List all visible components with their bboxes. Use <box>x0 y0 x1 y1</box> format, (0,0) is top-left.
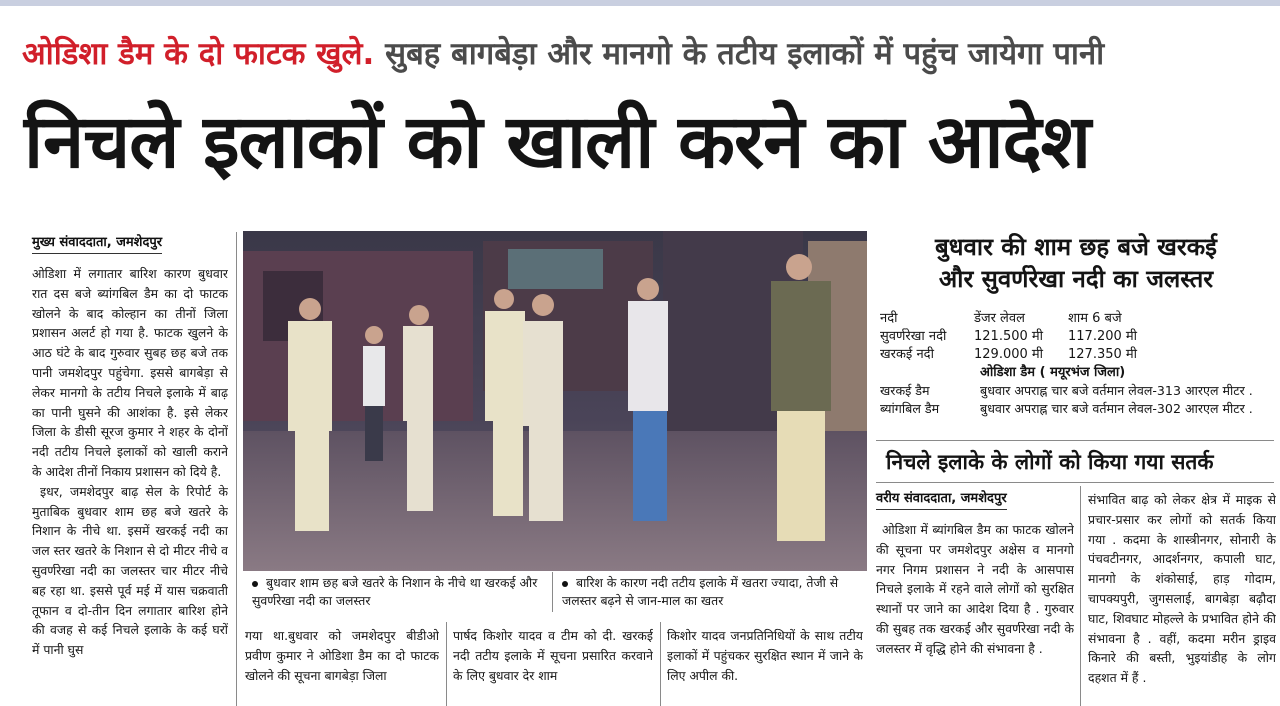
side-story-col1: ओडिशा में ब्यांगबिल डैम का फाटक खोलने की सूचना पर जमशेदपुर अक्षेस व मानगो नगर निगम प्रशासन ने नदी के आसपास निचले इलाके में रहने वाले लोगों को सुरक्षित स्थानों पर जाने का आदेश दिया है . गुरुवार की सुबह तक खरकई और सुवर्णरेखा नदी के जलस्तर में वृद्धि होने की संभावना है . <box>876 522 1074 656</box>
table-header-cell: शाम 6 बजे <box>1068 311 1122 326</box>
dam-row <box>880 382 1270 400</box>
table-row <box>880 346 1270 364</box>
top-color-band <box>0 0 1280 6</box>
side-story-headline: निचले इलाके के लोगों को किया गया सतर्क <box>886 450 1214 474</box>
bullet-icon <box>252 581 258 587</box>
dam-heading-text: ओडिशा डैम ( मयूरभंज जिला) <box>980 365 1126 380</box>
table-header-cell: डेंजर लेवल <box>974 311 1025 326</box>
table-cell: 121.500 मी <box>974 329 1044 344</box>
table-cell: 127.350 मी <box>1068 347 1138 362</box>
column-rule <box>660 622 661 706</box>
dam-heading <box>880 364 1270 382</box>
dam-level: बुधवार अपराह्न चार बजे वर्तमान लेवल-302 आरएल मीटर . <box>980 401 1253 416</box>
main-byline-text: मुख्य संवाददाता, जमशेदपुर <box>32 235 162 254</box>
main-headline: निचले इलाकों को खाली करने का आदेश <box>24 99 1091 185</box>
water-box-title-2: और सुवर्णरेखा नदी का जलस्तर <box>938 265 1214 293</box>
dam-level: बुधवार अपराह्न चार बजे वर्तमान लेवल-313 आरएल मीटर . <box>980 383 1253 398</box>
water-level-table <box>880 310 1270 418</box>
kicker-gray: सुबह बागबेड़ा और मानगो के तटीय इलाकों में पहुंच जायेगा पानी <box>385 36 1105 72</box>
kicker-red: ओडिशा डैम के दो फाटक खुले. <box>22 36 375 72</box>
table-cell: 129.000 मी <box>974 347 1044 362</box>
main-story-col2: गया था.बुधवार को जमशेदपुर बीडीओ प्रवीण कुमार ने ओडिशा डैम का दो फाटक खोलने की सूचना बागबेड़ा जिला <box>245 628 439 683</box>
main-story-col1 <box>32 264 228 706</box>
news-photo <box>243 231 867 571</box>
section-rule <box>876 440 1274 441</box>
bullet-icon <box>562 581 568 587</box>
table-cell: 117.200 मी <box>1068 329 1138 344</box>
table-row <box>880 328 1270 346</box>
photo-illustration <box>243 231 867 571</box>
main-story-col4: किशोर यादव जनप्रतिनिधियों के साथ तटीय इलाकों में पहुंचकर सुरक्षित स्थान में जाने के लिए अपील की. <box>667 628 863 683</box>
table-cell: सुवर्णरेखा नदी <box>880 329 947 344</box>
water-box-title-1: बुधवार की शाम छह बजे खरकई <box>935 233 1217 261</box>
side-byline-text: वरीय संवाददाता, जमशेदपुर <box>876 491 1007 510</box>
main-story-para2: इधर, जमशेदपुर बाढ़ सेल के रिपोर्ट के मुताबिक बुधवार शाम छह बजे खतरे के निशान के नीचे था. इसमें खरकई नदी का जल स्तर खतरे के निशान से दो मीटर नीचे व सुवर्णरेखा नदी का जलस्तर चार मीटर नीचे बह रहा था. इससे पूर्व मई में यास चक्रवाती तूफान व दो-तीन दिन लगातार बारिश होने की वजह से कई निचले इलाके के कई घरों में पानी घुस <box>32 483 228 658</box>
dam-name: खरकई डैम <box>880 383 930 398</box>
table-cell: खरकई नदी <box>880 347 934 362</box>
column-rule <box>1080 486 1081 706</box>
side-story-col2: संभावित बाढ़ को लेकर क्षेत्र में माइक से प्रचार-प्रसार कर लोगों को सतर्क किया गया . कदमा के शास्त्रीनगर, सोनारी के पंचवटीनगर, आदर्शनगर, कपाली घाट, मानगो के शंकोसाई, हाड़ गोदाम, चापक्यपुरी, जुगसलाई, बागबेड़ा बढ़ौदा घाट, शिवघाट मोहल्ले के प्रभावित होने की संभावना है . वहीं, कदमा मरीन ड्राइव किनारे की बस्ती, भुइयांडीह के लोग दहशत में हैं . <box>1088 492 1276 686</box>
photo-caption-1 <box>252 574 548 609</box>
table-header-cell: नदी <box>880 311 898 326</box>
dam-row <box>880 400 1270 418</box>
side-byline <box>876 488 1007 506</box>
main-story-col3: पार्षद किशोर यादव व टीम को दी. खरकई नदी तटीय इलाके में सूचना प्रसारित करवाने के लिए बुधवार देर शाम <box>453 628 653 683</box>
section-rule <box>876 482 1274 483</box>
main-story-para1: ओडिशा में लगातार बारिश कारण बुधवार रात दस बजे ब्यांगबिल डैम का दो फाटक खोलने के बाद कोल्हान का तीनों जिला प्रशासन अलर्ट हो गया है. फाटक खुलने के आठ घंटे के बाद गुरुवार सुबह छह बजे तक पानी जमशेदपुर पहुंचेगा. इससे बागबेड़ा से लेकर मानगो के तटीय निचले इलाके में बाढ़ का पानी घुसने की आशंका है. इसे लेकर जिला के डीसी सूरज कुमार ने शहर के दोनों नदी तटीय निचले इलाकों को खाली कराने के आदेश तीनों निकाय प्रशासन को दिये है. <box>32 266 228 479</box>
photo-caption-2-text: बारिश के कारण नदी तटीय इलाके में खतरा ज्यादा, तेजी से जलस्तर बढ़ने से जान-माल का खतर <box>562 575 839 608</box>
dam-name: ब्यांगबिल डैम <box>880 401 940 416</box>
column-rule <box>236 232 237 706</box>
table-header <box>880 310 1270 328</box>
main-byline <box>32 232 162 250</box>
column-rule <box>446 622 447 706</box>
photo-caption-2 <box>562 574 862 609</box>
kicker-line <box>22 34 1272 78</box>
photo-caption-1-text: बुधवार शाम छह बजे खतरे के निशान के नीचे था खरकई और सुवर्णरेखा नदी का जलस्तर <box>252 575 538 608</box>
caption-rule <box>552 572 553 612</box>
